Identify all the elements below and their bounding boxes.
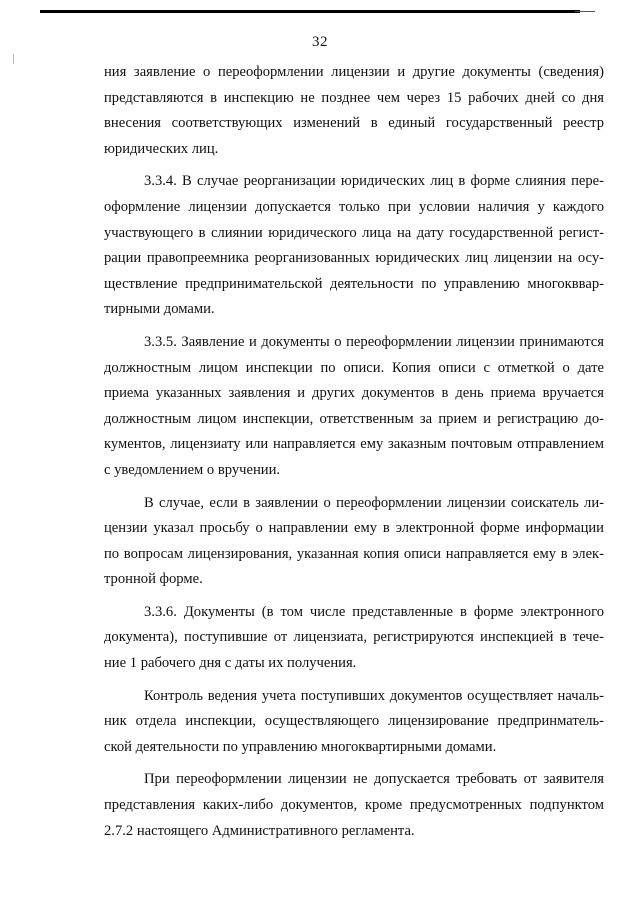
text-line: с уведомлением о вручении. [104,461,281,478]
text-line: ния заявление о переоформлении лицензии и другие документы (сведения) [104,64,604,80]
text-line: внесения соответствующих изменений в единый государственный реестр [104,115,604,132]
paragraph [104,767,604,844]
text-line: 3.3.6. Документы (в том числе представленные в форме электронного [144,603,604,620]
text-line: Контроль ведения учета поступивших документов осуществляет началь- [144,687,604,704]
text-line: кументов, лицензиату или направляется ему заказным почтовым отправлением [104,436,604,453]
top-rule [40,10,580,13]
text-line: ществление предпринимательской деятельности по управлению многокввар- [104,275,604,292]
text-line: 3.3.4. В случае реорганизации юридических лиц в форме слияния пере- [144,173,604,190]
text-line: При переоформлении лицензии не допускается требовать от заявителя [144,771,604,788]
text-line: приема указанных заявления и других документов в день приема вручается [104,385,604,402]
margin-mark [13,54,14,64]
page-number: 32 [312,34,328,50]
text-line: должностным лицом инспекции по описи. Копия описи с отметкой о дате [104,359,604,376]
document-body [104,60,604,851]
text-line: должностным лицом инспекции, ответственным за прием и регистрацию до- [104,410,604,427]
text-line: ние 1 рабочего дня с даты их получения. [104,655,357,672]
top-rule-tail [575,11,595,12]
text-line: представления каких-либо документов, кроме предусмотренных подпунктом [104,797,604,814]
text-line: оформление лицензии допускается только при условии наличия у каждого [104,198,604,215]
text-line: тирными домами. [104,301,215,318]
text-line: юридических лиц. [104,140,219,157]
text-line: документа), поступившие от лицензиата, регистрируются инспекцией в тече- [104,629,604,646]
paragraph [104,60,604,162]
paragraph [104,169,604,323]
text-line: ник отдела инспекции, осуществляющего лицензирование предпринматель- [104,713,604,730]
text-line: представляются в инспекцию не позднее чем через 15 рабочих дней со дня [104,89,604,106]
text-line: цензии указал просьбу о направлении ему в электронной форме информации [104,520,604,537]
text-line: по вопросам лицензирования, указанная копия описи направляется ему в элек- [104,545,604,562]
text-line: В случае, если в заявлении о переоформлении лицензии соискатель ли- [144,494,604,511]
paragraph [104,684,604,761]
text-line: участвующего в слиянии юридического лица на дату государственной регист- [104,224,604,241]
text-line: рации правопреемника реорганизованных юридических лиц лицензии на осу- [104,250,604,267]
paragraph [104,491,604,593]
text-line: тронной форме. [104,571,203,588]
text-line: ской деятельности по управлению многоквартирными домами. [104,738,497,755]
text-line: 2.7.2 настоящего Административного регламента. [104,822,415,839]
text-line: 3.3.5. Заявление и документы о переоформлении лицензии принимаются [144,333,604,350]
paragraph [104,600,604,677]
paragraph [104,330,604,484]
